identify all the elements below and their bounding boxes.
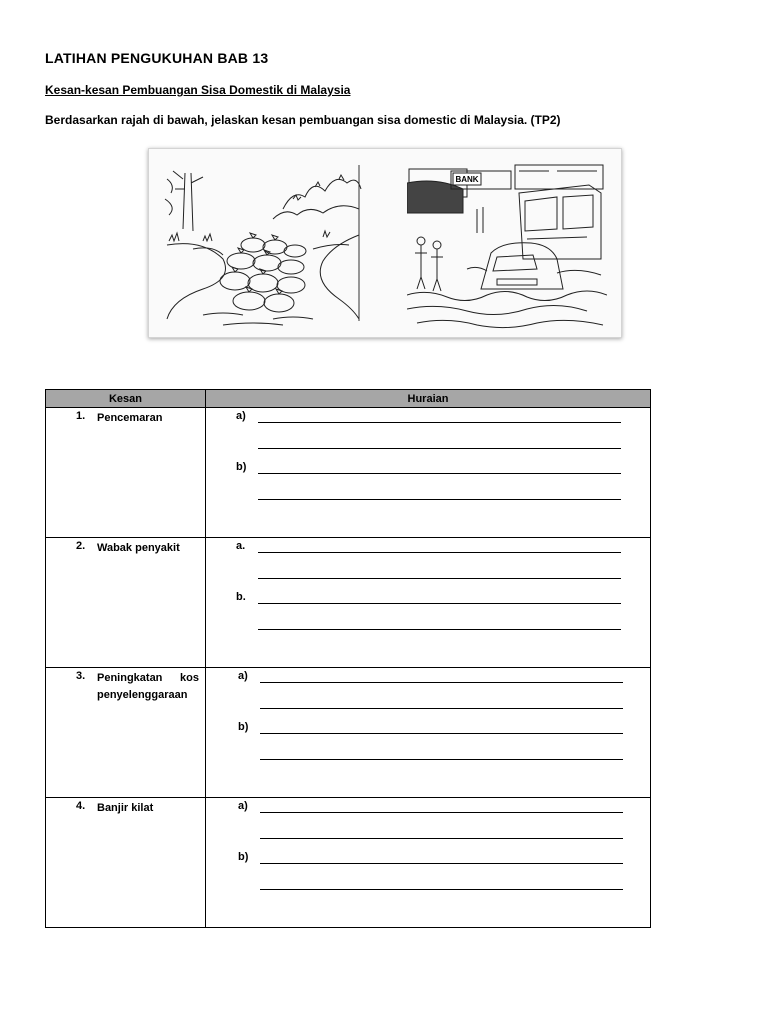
kesan-cell xyxy=(46,668,206,798)
answer-marker: b) xyxy=(238,851,249,863)
answer-line[interactable] xyxy=(260,889,623,890)
answer-line[interactable] xyxy=(258,473,621,474)
huraian-cell[interactable] xyxy=(206,538,651,668)
answer-line[interactable] xyxy=(258,603,621,604)
rubbish-river-illustration xyxy=(163,149,363,337)
table-row xyxy=(46,538,651,668)
kesan-label-line1: Peningkatan kos xyxy=(97,672,199,684)
illustration-figure xyxy=(148,148,622,338)
kesan-huraian-table xyxy=(45,389,651,928)
row-number: 3. xyxy=(76,670,86,682)
row-number: 1. xyxy=(76,410,86,422)
huraian-cell[interactable] xyxy=(206,798,651,928)
answer-marker: a) xyxy=(236,410,246,422)
answer-line[interactable] xyxy=(258,578,621,579)
answer-line[interactable] xyxy=(260,759,623,760)
kesan-label xyxy=(97,540,199,557)
table-row xyxy=(46,668,651,798)
answer-line[interactable] xyxy=(260,733,623,734)
table-row xyxy=(46,408,651,538)
kesan-label xyxy=(97,410,199,427)
kesan-cell xyxy=(46,408,206,538)
answer-line[interactable] xyxy=(258,422,621,423)
answer-line[interactable] xyxy=(258,552,621,553)
answer-marker: b) xyxy=(236,461,247,473)
row-number: 4. xyxy=(76,800,86,812)
table-row xyxy=(46,798,651,928)
section-subtitle: Kesan-kesan Pembuangan Sisa Domestik di Malaysia xyxy=(45,83,351,97)
kesan-label-line1: Pencemaran xyxy=(97,412,163,424)
instruction-text: Berdasarkan rajah di bawah, jelaskan kesan pembuangan sisa domestic di Malaysia. (TP2) xyxy=(45,113,561,127)
page-title: LATIHAN PENGUKUHAN BAB 13 xyxy=(45,50,269,66)
answer-line[interactable] xyxy=(258,499,621,500)
answer-line[interactable] xyxy=(260,863,623,864)
answer-line[interactable] xyxy=(260,682,623,683)
header-kesan: Kesan xyxy=(46,390,206,408)
answer-marker: b. xyxy=(236,591,246,603)
answer-line[interactable] xyxy=(258,448,621,449)
answer-marker: a) xyxy=(238,800,248,812)
kesan-label xyxy=(97,800,199,817)
kesan-cell xyxy=(46,798,206,928)
answer-marker: a. xyxy=(236,540,246,552)
answer-line[interactable] xyxy=(260,708,623,709)
flooded-street-illustration xyxy=(407,149,607,337)
row-number: 2. xyxy=(76,540,86,552)
bank-sign: BANK xyxy=(455,175,479,184)
answer-line[interactable] xyxy=(258,629,621,630)
huraian-cell[interactable] xyxy=(206,408,651,538)
kesan-label-line1: Wabak penyakit xyxy=(97,542,180,554)
answer-marker: a) xyxy=(238,670,248,682)
kesan-label-line1: Banjir kilat xyxy=(97,802,154,814)
kesan-label xyxy=(97,670,199,704)
header-huraian: Huraian xyxy=(206,390,651,408)
kesan-cell xyxy=(46,538,206,668)
figure-divider xyxy=(357,149,361,337)
answer-marker: b) xyxy=(238,721,249,733)
answer-line[interactable] xyxy=(260,838,623,839)
huraian-cell[interactable] xyxy=(206,668,651,798)
answer-line[interactable] xyxy=(260,812,623,813)
kesan-label-line2: penyelenggaraan xyxy=(97,689,188,701)
